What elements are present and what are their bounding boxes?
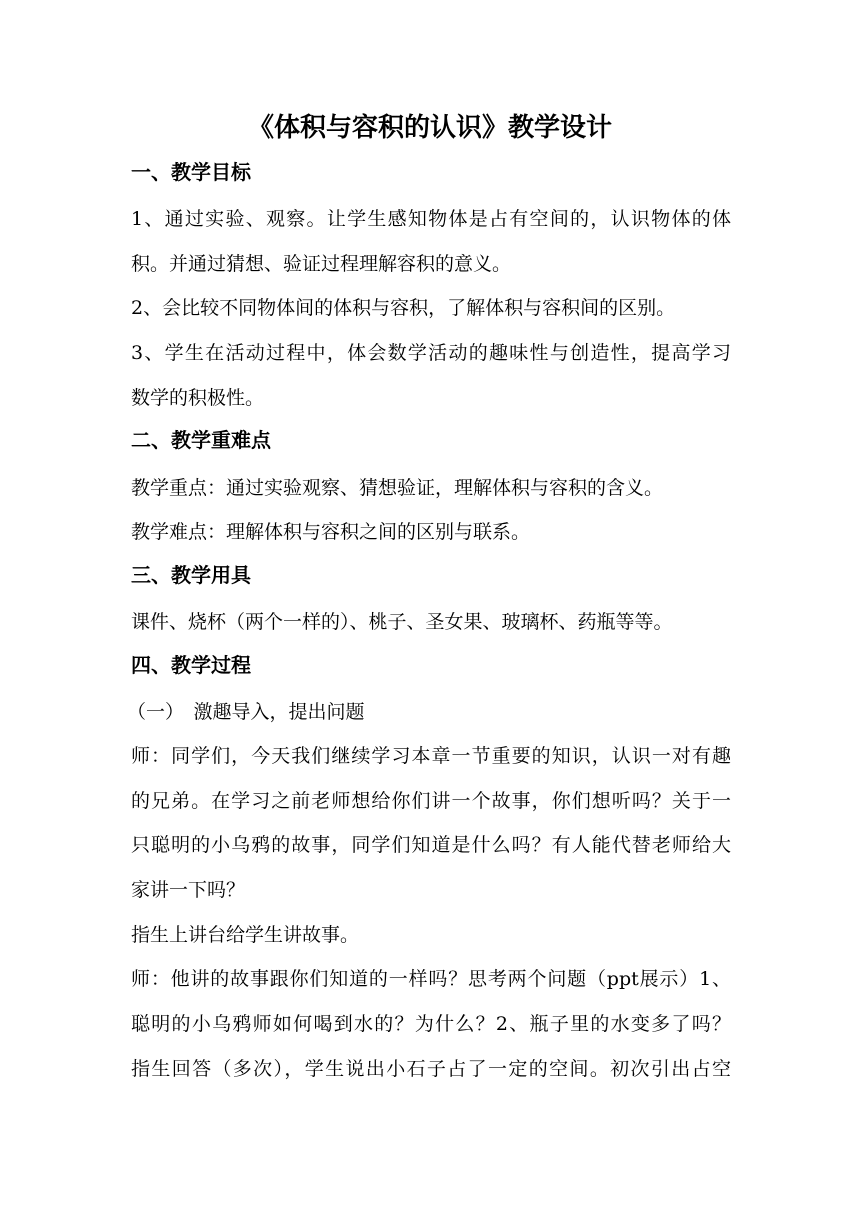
paragraph-line: 师：同学们，今天我们继续学习本章一节重要的知识，认识一对有趣 (131, 745, 731, 767)
paragraph-line: 2、会比较不同物体间的体积与容积，了解体积与容积间的区别。 (131, 297, 676, 319)
section-heading-tools: 三、教学用具 (131, 563, 251, 587)
paragraph-line: 指生上讲台给学生讲故事。 (131, 924, 360, 946)
paragraph-line: 指生回答（多次），学生说出小石子占了一定的空间。初次引出占空 (131, 1058, 731, 1080)
paragraph-line: 数学的积极性。 (131, 387, 265, 409)
paragraph-line: 师：他讲的故事跟你们知道的一样吗？思考两个问题（ppt展示）1、 (131, 968, 731, 990)
paragraph-line: 只聪明的小乌鸦的故事，同学们知道是什么吗？有人能代替老师给大 (131, 834, 731, 856)
paragraph-line: 教学重点：通过实验观察、猜想验证，理解体积与容积的含义。 (131, 477, 664, 499)
section-heading-key-points: 二、教学重难点 (131, 428, 271, 452)
paragraph-line: 教学难点：理解体积与容积之间的区别与联系。 (131, 521, 531, 543)
section-heading-objectives: 一、教学目标 (131, 160, 251, 184)
paragraph-line: 家讲一下吗？ (131, 879, 246, 901)
paragraph-line: 聪明的小乌鸦师如何喝到水的？为什么？2、瓶子里的水变多了吗？ (131, 1013, 731, 1035)
section-heading-process: 四、教学过程 (131, 653, 251, 677)
paragraph-line: 课件、烧杯（两个一样的）、桃子、圣女果、玻璃杯、药瓶等等。 (131, 611, 673, 633)
subsection-heading: （一） 激趣导入，提出问题 (127, 701, 365, 723)
document-title: 《体积与容积的认识》教学设计 (247, 113, 612, 143)
paragraph-line: 3、学生在活动过程中，体会数学活动的趣味性与创造性，提高学习 (131, 342, 731, 364)
paragraph-line: 1、通过实验、观察。让学生感知物体是占有空间的，认识物体的体 (131, 208, 731, 230)
paragraph-line: 的兄弟。在学习之前老师想给你们讲一个故事，你们想听吗？关于一 (131, 790, 731, 812)
paragraph-line: 积。并通过猜想、验证过程理解容积的意义。 (131, 253, 512, 275)
